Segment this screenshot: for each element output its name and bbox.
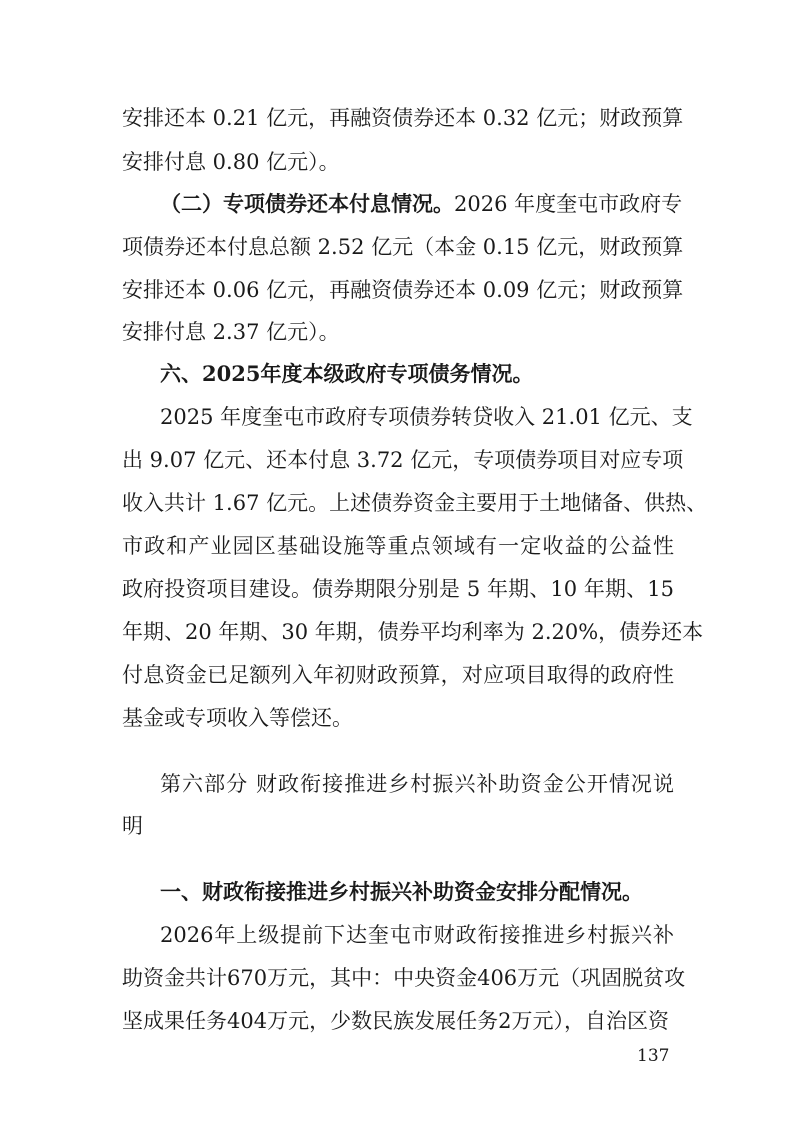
text-line: 2026年上级提前下达奎屯市财政衔接推进乡村振兴补 [160, 923, 674, 947]
page-number: 137 [637, 1046, 670, 1066]
text-line: 坚成果任务404万元，少数民族发展任务2万元），自治区资 [122, 1009, 669, 1033]
text-line: 政府投资项目建设。债券期限分别是 5 年期、10 年期、15 [122, 577, 674, 601]
text-line: 市政和产业园区基础设施等重点领域有一定收益的公益性 [122, 534, 674, 558]
part-title-continued: 明 [122, 814, 143, 838]
text-line: 项债券还本付息总额 2.52 亿元（本金 0.15 亿元，财政预算 [122, 235, 684, 259]
text-line: 收入共计 1.67 亿元。上述债券资金主要用于土地储备、供热、 [122, 491, 708, 515]
subsection-heading: 一、财政衔接推进乡村振兴补助资金安排分配情况。 [160, 879, 643, 904]
text-line: 助资金共计670万元，其中：中央资金406万元（巩固脱贫攻 [122, 966, 686, 990]
text-line: 安排还本 0.21 亿元，再融资债券还本 0.32 亿元；财政预算 [122, 106, 684, 130]
text-line: 基金或专项收入等偿还。 [122, 706, 353, 730]
text-line: 出 9.07 亿元、还本付息 3.72 亿元，专项债券项目对应专项 [122, 448, 684, 472]
text-line: 安排还本 0.06 亿元，再融资债券还本 0.09 亿元；财政预算 [122, 278, 684, 302]
subheading-line [160, 190, 683, 218]
text-line: 安排付息 0.80 亿元）。 [122, 150, 340, 174]
text-line: 2025 年度奎屯市政府专项债券转贷收入 21.01 亿元、支 [160, 405, 693, 429]
text-line: 付息资金已足额列入年初财政预算，对应项目取得的政府性 [122, 663, 674, 687]
text-line: 安排付息 2.37 亿元）。 [122, 320, 340, 344]
text-fragment: 2026 年度奎屯市政府专 [454, 192, 683, 216]
text-line: 年期、20 年期、30 年期，债券平均利率为 2.20%，债券还本 [122, 620, 704, 644]
part-title: 第六部分 财政衔接推进乡村振兴补助资金公开情况说 [160, 772, 674, 796]
subheading-label: （二）专项债券还本付息情况。 [160, 191, 454, 216]
section-heading: 六、2025年度本级政府专项债务情况。 [160, 361, 534, 386]
